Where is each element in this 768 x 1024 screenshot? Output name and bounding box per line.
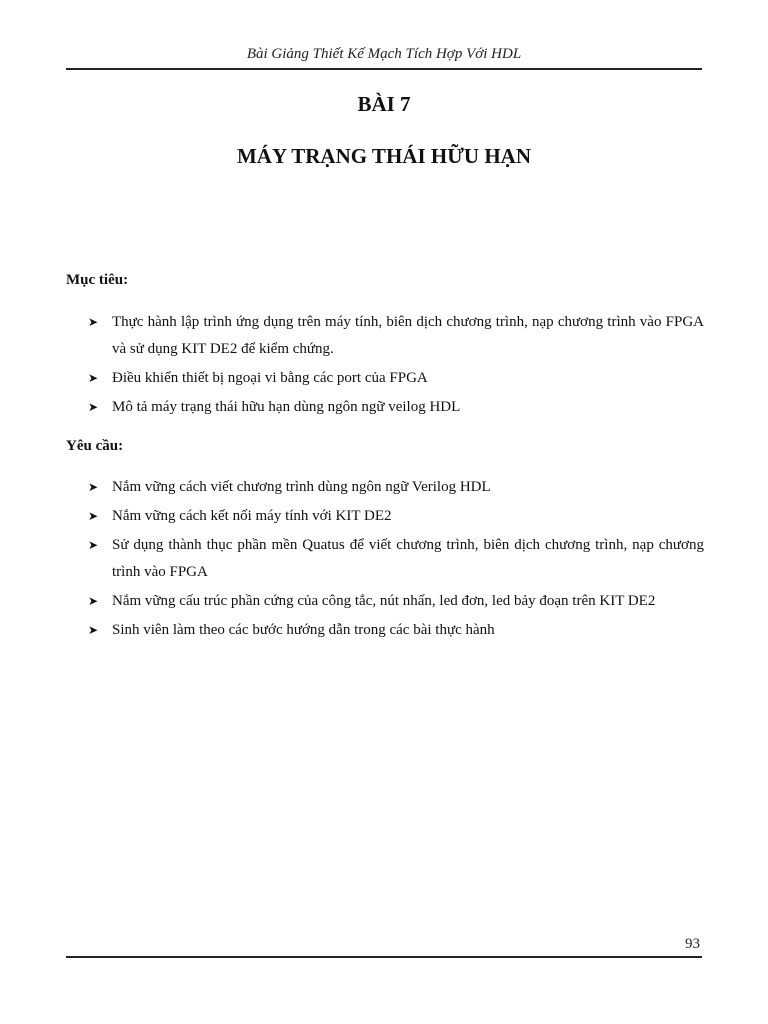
footer-divider (66, 956, 702, 958)
list-item (88, 365, 704, 392)
header-divider (66, 68, 702, 70)
list-item-text: Nắm vững cấu trúc phần cứng của công tắc, nút nhấn, led đơn, led bảy đoạn trên KIT DE2 (112, 593, 656, 609)
list-item-text: Sử dụng thành thục phần mền Quatus để viết chương trình, biên dịch chương trình, nạp chương trình vào FPGA (112, 537, 704, 580)
requirements-heading: Yêu cầu: (66, 438, 124, 454)
list-item-text: Thực hành lập trình ứng dụng trên máy tính, biên dịch chương trình, nạp chương trình vào FPGA và sử dụng KIT DE2 để kiểm chứng. (112, 314, 704, 357)
list-item (88, 617, 704, 644)
list-item-text: Sinh viên làm theo các bước hướng dẫn trong các bài thực hành (112, 622, 495, 638)
right-arrowhead-icon: ➤ (88, 400, 99, 414)
lesson-number: BÀI 7 (357, 92, 411, 116)
list-item (88, 309, 704, 363)
right-arrowhead-icon: ➤ (88, 509, 99, 523)
list-item-text: Điều khiển thiết bị ngoại vi bằng các port của FPGA (112, 370, 428, 386)
objectives-heading: Mục tiêu: (66, 272, 129, 288)
list-item-text: Mô tả máy trạng thái hữu hạn dùng ngôn ngữ veilog HDL (112, 399, 461, 415)
right-arrowhead-icon: ➤ (88, 371, 99, 385)
right-arrowhead-icon: ➤ (88, 315, 99, 329)
running-header-title: Bài Giảng Thiết Kế Mạch Tích Hợp Với HDL (246, 46, 522, 62)
lesson-title: MÁY TRẠNG THÁI HỮU HẠN (236, 144, 531, 168)
objectives-list (88, 309, 704, 423)
page-number: 93 (685, 936, 700, 952)
list-item (88, 503, 704, 530)
right-arrowhead-icon: ➤ (88, 594, 99, 608)
list-item (88, 532, 704, 586)
requirements-list (88, 474, 704, 646)
list-item (88, 394, 704, 421)
right-arrowhead-icon: ➤ (88, 623, 99, 637)
list-item-text: Nắm vững cách viết chương trình dùng ngôn ngữ Verilog HDL (112, 479, 491, 495)
right-arrowhead-icon: ➤ (88, 538, 99, 552)
list-item-text: Nắm vững cách kết nối máy tính với KIT DE2 (112, 508, 392, 524)
list-item (88, 474, 704, 501)
right-arrowhead-icon: ➤ (88, 480, 99, 494)
list-item (88, 588, 704, 615)
